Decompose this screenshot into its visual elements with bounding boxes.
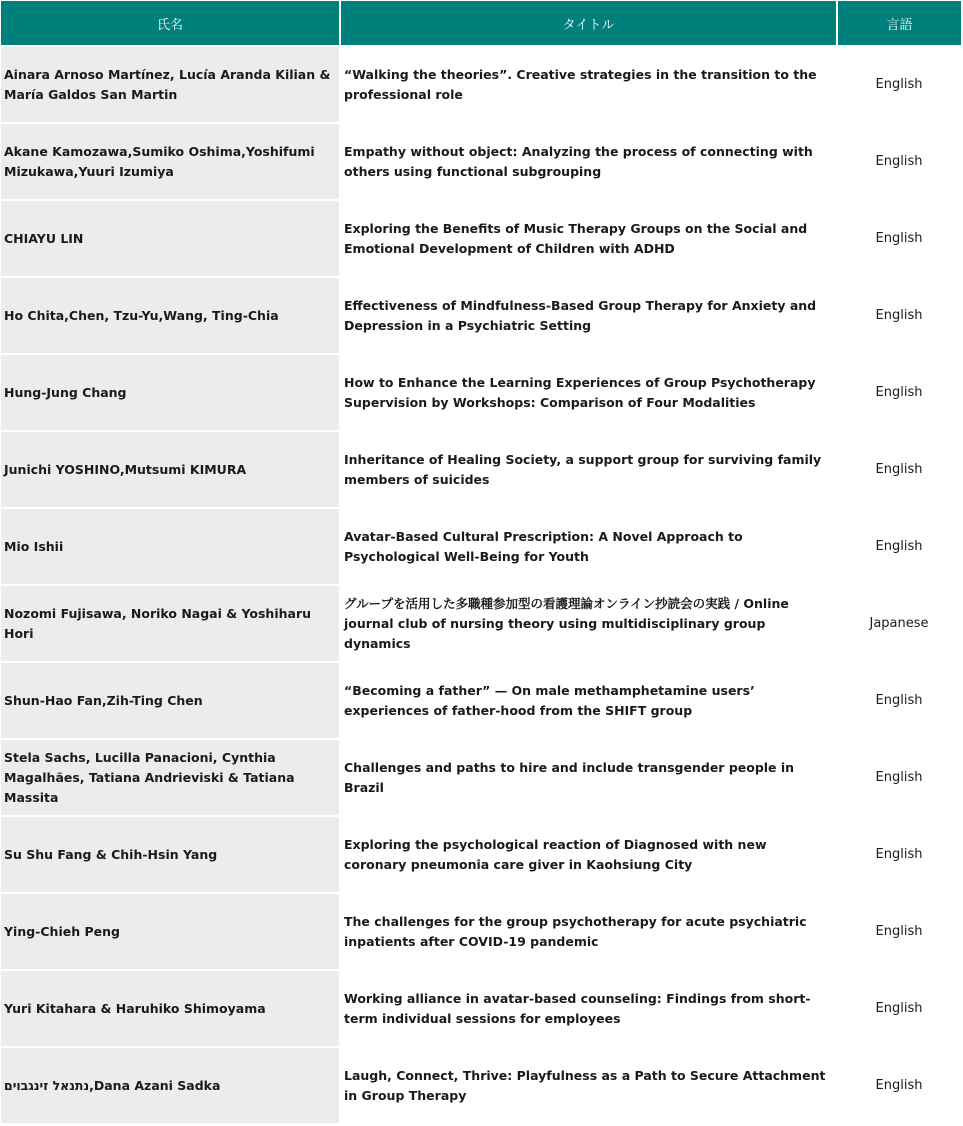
title-cell: Effectiveness of Mindfulness-Based Group Therapy for Anxiety and Depression in a Psychiatric Setting xyxy=(341,278,836,353)
title-cell: Exploring the psychological reaction of Diagnosed with new coronary pneumonia care giver in Kaohsiung City xyxy=(341,817,836,892)
table-row xyxy=(1,201,961,276)
title-cell: Working alliance in avatar-based counseling: Findings from short-term individual sessions for employees xyxy=(341,971,836,1046)
table-row xyxy=(1,278,961,353)
title-cell: Avatar-Based Cultural Prescription: A Novel Approach to Psychological Well-Being for Youth xyxy=(341,509,836,584)
author-cell: Yuri Kitahara & Haruhiko Shimoyama xyxy=(1,971,339,1046)
language-cell: English xyxy=(838,1048,961,1123)
table-header-row xyxy=(1,1,961,45)
title-cell: Inheritance of Healing Society, a support group for surviving family members of suicides xyxy=(341,432,836,507)
table-row xyxy=(1,509,961,584)
author-cell: Junichi YOSHINO,Mutsumi KIMURA xyxy=(1,432,339,507)
language-cell: English xyxy=(838,971,961,1046)
title-cell: Laugh, Connect, Thrive: Playfulness as a Path to Secure Attachment in Group Therapy xyxy=(341,1048,836,1123)
table-row xyxy=(1,432,961,507)
author-cell: Ainara Arnoso Martínez, Lucía Aranda Kilian & María Galdos San Martin xyxy=(1,47,339,122)
table-row xyxy=(1,124,961,199)
language-cell: English xyxy=(838,894,961,969)
table-row xyxy=(1,586,961,661)
table-row xyxy=(1,355,961,430)
author-cell: Akane Kamozawa,Sumiko Oshima,Yoshifumi Mizukawa,Yuuri Izumiya xyxy=(1,124,339,199)
author-cell: נתנאל זינגבוים,Dana Azani Sadka xyxy=(1,1048,339,1123)
title-cell: Challenges and paths to hire and include transgender people in Brazil xyxy=(341,740,836,815)
column-header-title: タイトル xyxy=(341,1,836,45)
title-cell: グループを活用した多職種参加型の看護理論オンライン抄読会の実践 / Online journal club of nursing theory using multidisciplinary group dynamics xyxy=(341,586,836,661)
language-cell: English xyxy=(838,355,961,430)
title-cell: Exploring the Benefits of Music Therapy Groups on the Social and Emotional Development of Children with ADHD xyxy=(341,201,836,276)
table-row xyxy=(1,1048,961,1123)
table-row xyxy=(1,894,961,969)
table-row xyxy=(1,971,961,1046)
table-row xyxy=(1,817,961,892)
title-cell: “Becoming a father” — On male methamphetamine users’ experiences of father-hood from the SHIFT group xyxy=(341,663,836,738)
author-cell: Stela Sachs, Lucilla Panacioni, Cynthia Magalhães, Tatiana Andrieviski & Tatiana Massita xyxy=(1,740,339,815)
author-cell: CHIAYU LIN xyxy=(1,201,339,276)
title-cell: How to Enhance the Learning Experiences of Group Psychotherapy Supervision by Workshops: Comparison of Four Modalities xyxy=(341,355,836,430)
author-cell: Nozomi Fujisawa, Noriko Nagai & Yoshiharu Hori xyxy=(1,586,339,661)
language-cell: English xyxy=(838,432,961,507)
table-row xyxy=(1,47,961,122)
table-row xyxy=(1,740,961,815)
title-cell: The challenges for the group psychotherapy for acute psychiatric inpatients after COVID-19 pandemic xyxy=(341,894,836,969)
language-cell: English xyxy=(838,201,961,276)
language-cell: English xyxy=(838,740,961,815)
language-cell: English xyxy=(838,47,961,122)
language-cell: English xyxy=(838,663,961,738)
author-cell: Mio Ishii xyxy=(1,509,339,584)
author-cell: Ying-Chieh Peng xyxy=(1,894,339,969)
title-cell: “Walking the theories”. Creative strategies in the transition to the professional role xyxy=(341,47,836,122)
language-cell: English xyxy=(838,278,961,353)
column-header-language: 言語 xyxy=(838,1,961,45)
author-cell: Su Shu Fang & Chih-Hsin Yang xyxy=(1,817,339,892)
author-cell: Ho Chita,Chen, Tzu-Yu,Wang, Ting-Chia xyxy=(1,278,339,353)
table-row xyxy=(1,663,961,738)
language-cell: Japanese xyxy=(838,586,961,661)
language-cell: English xyxy=(838,509,961,584)
author-cell: Hung-Jung Chang xyxy=(1,355,339,430)
column-header-name: 氏名 xyxy=(1,1,339,45)
language-cell: English xyxy=(838,124,961,199)
title-cell: Empathy without object: Analyzing the process of connecting with others using functional subgrouping xyxy=(341,124,836,199)
language-cell: English xyxy=(838,817,961,892)
author-cell: Shun-Hao Fan,Zih-Ting Chen xyxy=(1,663,339,738)
